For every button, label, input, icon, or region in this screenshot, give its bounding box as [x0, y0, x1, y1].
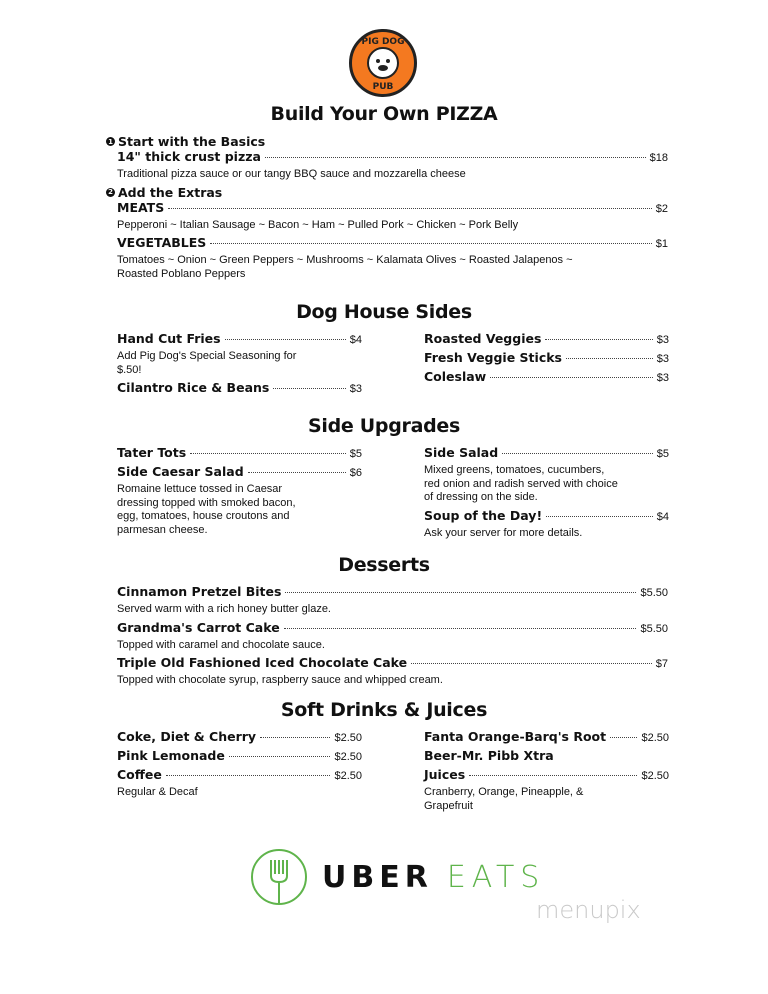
pizza-section	[106, 134, 668, 284]
item-price: $5	[656, 448, 669, 460]
menu-item	[117, 655, 668, 674]
uber-text: UBER	[322, 859, 433, 895]
item-desc: Pepperoni ~ Italian Sausage ~ Bacon ~ Ham ~ Pulled Pork ~ Chicken ~ Pork Belly	[117, 218, 519, 231]
item-desc: Cranberry, Orange, Pineapple, & Grapefruit	[424, 786, 584, 812]
fork-icon	[250, 848, 308, 906]
eats-text: EATS	[446, 859, 546, 895]
upgrades-title: Side Upgrades	[307, 415, 460, 437]
menu-item	[117, 464, 362, 483]
dot-leader	[248, 472, 346, 473]
item-price: $3	[349, 383, 362, 395]
item-list	[117, 584, 668, 691]
item-name: Coleslaw	[424, 369, 487, 384]
item-price: $7	[655, 658, 668, 670]
item-desc: Regular & Decaf	[117, 786, 198, 798]
menu-item	[117, 584, 668, 603]
menu-item	[117, 445, 362, 464]
drinks-title: Soft Drinks & Juices	[280, 699, 488, 721]
menu-item	[117, 380, 362, 399]
step-number: 1	[106, 137, 115, 146]
item-name: Triple Old Fashioned Iced Chocolate Cake	[117, 655, 408, 670]
item-name: MEATS	[117, 199, 165, 215]
item-price: $5.50	[640, 587, 668, 599]
menu-item	[424, 369, 669, 388]
item-name: Fresh Veggie Sticks	[424, 350, 562, 365]
step-number: 2	[106, 188, 115, 197]
item-desc: Tomatoes ~ Onion ~ Green Peppers ~ Mushrooms ~ Kalamata Olives ~ Roasted Jalapenos ~	[117, 254, 573, 266]
menu-item	[117, 767, 362, 786]
item-price: $18	[649, 152, 668, 164]
item-name: Hand Cut Fries	[117, 331, 221, 346]
dot-leader	[260, 737, 330, 738]
item-price: $2.50	[334, 751, 362, 763]
item-list	[424, 445, 669, 543]
item-list	[117, 445, 362, 540]
item-price: $4	[656, 510, 669, 523]
item-desc: Roasted Poblano Peppers	[117, 267, 246, 280]
menu-item	[424, 331, 669, 350]
dot-leader	[411, 663, 652, 664]
pig-dog-pub-logo	[349, 29, 417, 97]
menu-item	[117, 729, 362, 748]
menu-item	[424, 350, 669, 369]
item-price: $2.50	[334, 770, 362, 782]
desserts-title: Desserts	[338, 554, 430, 576]
dot-leader	[229, 756, 331, 757]
item-desc: Served warm with a rich honey butter glaze.	[117, 603, 331, 615]
item-desc: Mixed greens, tomatoes, cucumbers, red onion and radish served with choice of dressing on the side.	[424, 464, 618, 503]
dot-leader	[285, 592, 636, 593]
item-name: Coke, Diet & Cherry	[117, 729, 257, 744]
menu-item	[117, 620, 668, 639]
item-name: 14" thick crust pizza	[117, 149, 261, 164]
menu-item	[117, 331, 362, 350]
dot-leader	[545, 339, 652, 340]
svg-text:PIG DOG: PIG DOG	[361, 37, 405, 47]
item-name: Pink Lemonade	[117, 748, 225, 763]
item-list	[117, 331, 362, 399]
item-name: VEGETABLES	[117, 235, 207, 250]
pizza-title: Build Your Own PIZZA	[270, 103, 498, 125]
step-extras	[106, 185, 668, 200]
item-name: Beer-Mr. Pibb Xtra	[424, 748, 554, 763]
item-price: $5	[349, 448, 362, 460]
step-label: Add the Extras	[118, 184, 223, 200]
svg-text:PUB: PUB	[372, 82, 394, 92]
item-price: $2	[655, 202, 668, 215]
item-price: $4	[349, 334, 362, 346]
item-price: $2.50	[641, 732, 669, 744]
item-name: Soup of the Day!	[424, 507, 543, 523]
item-price: $3	[656, 353, 669, 365]
item-name: Side Salad	[424, 445, 499, 460]
dot-leader	[190, 453, 346, 454]
step-basics	[106, 134, 668, 149]
item-price: $2.50	[641, 770, 669, 782]
item-desc: Add Pig Dog's Special Seasoning for $.50!	[117, 350, 297, 376]
dot-leader	[566, 358, 653, 359]
item-desc: Ask your server for more details.	[424, 526, 583, 539]
item-name: Coffee	[117, 767, 162, 782]
item-list	[117, 729, 362, 803]
menu-item	[424, 508, 669, 527]
item-list	[424, 331, 669, 388]
dot-leader	[490, 377, 653, 378]
dot-leader	[273, 388, 345, 389]
item-price: $3	[656, 334, 669, 346]
item-price: $3	[656, 372, 669, 384]
item-price: $2.50	[334, 732, 362, 744]
menu-item	[117, 748, 362, 767]
step-label: Start with the Basics	[118, 134, 266, 149]
item-name: Grandma's Carrot Cake	[117, 619, 280, 635]
menu-item	[424, 445, 669, 464]
item-price: $5.50	[640, 622, 668, 635]
item-desc: Topped with chocolate syrup, raspberry sauce and whipped cream.	[117, 674, 443, 686]
item-price: $1	[655, 238, 668, 250]
item-desc: Topped with caramel and chocolate sauce.	[117, 638, 325, 651]
dot-leader	[166, 775, 331, 776]
item-price: $6	[349, 467, 362, 479]
menupix-watermark: menupix	[536, 896, 641, 924]
item-desc: Romaine lettuce tossed in Caesar dressing topped with smoked bacon, egg, tomatoes, house croutons and parmesan cheese.	[117, 483, 296, 536]
item-desc: Traditional pizza sauce or our tangy BBQ sauce and mozzarella cheese	[117, 168, 466, 180]
item-name: Tater Tots	[117, 445, 187, 460]
dot-leader	[225, 339, 346, 340]
drinks-right	[424, 729, 669, 816]
sides-title: Dog House Sides	[296, 301, 472, 323]
item-name: Side Caesar Salad	[117, 464, 244, 479]
item-name: Roasted Veggies	[424, 331, 542, 346]
item-name: Cilantro Rice & Beans	[117, 380, 270, 395]
item-name: Cinnamon Pretzel Bites	[117, 584, 282, 599]
uber-eats-logo	[250, 848, 545, 906]
dot-leader	[284, 628, 637, 629]
dot-leader	[502, 453, 653, 454]
item-name: Juices	[424, 767, 466, 782]
item-name: Fanta Orange-Barq's Root	[424, 729, 607, 744]
dot-leader	[546, 516, 653, 517]
